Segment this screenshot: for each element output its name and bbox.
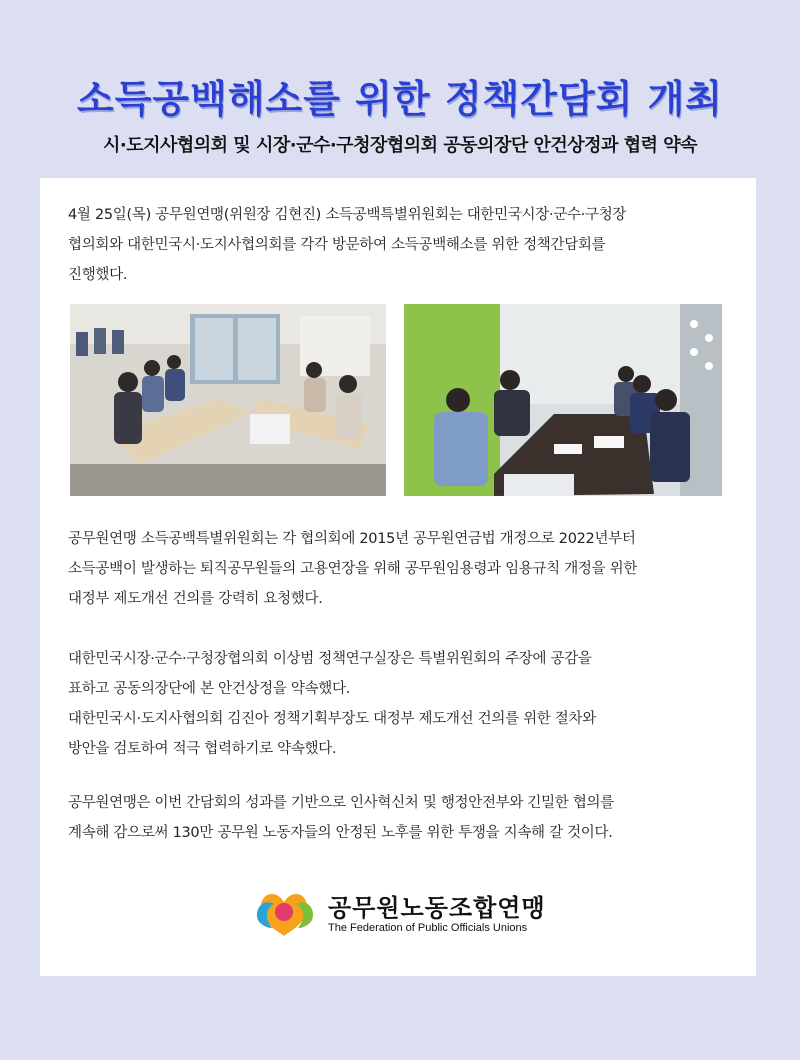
union-english-name: The Federation of Public Officials Unions <box>328 922 528 934</box>
paragraph-request: 공무원연맹 소득공백특별위원회는 각 협의회에 2015년 공무원연금법 개정으로 2022년부터 소득공백이 발생하는 퇴직공무원들의 고용연장을 위해 공무원임용령과 임용규칙 개정을 위한 대정부 제도개선 건의를 강력히 요청했다. <box>68 531 638 607</box>
page-subtitle: 시·도지사협의회 및 시장·군수·구청장협의회 공동의장단 안건상정과 협력 약속 <box>102 135 698 156</box>
paragraph-response: 대한민국시장·군수·구청장협의회 이상범 정책연구실장은 특별위원회의 주장에 공감을 표하고 공동의장단에 본 안건상정을 약속했다. 대한민국시·도지사협의회 김진아 정책기획부장도 대정부 제도개선 건의를 위한 절차와 방안을 검토하여 적극 협력하기로 약속했다. <box>68 651 596 757</box>
paragraph-intro: 4월 25일(목) 공무원연맹(위원장 김현진) 소득공백특별위원회는 대한민국시장·군수·구청장 협의회와 대한민국시·도지사협의회를 각각 방문하여 소득공백해소를 위한 정책간담회를 진행했다. <box>68 207 627 283</box>
union-logo <box>252 884 552 940</box>
meeting-photo-2 <box>404 304 722 496</box>
union-name: 공무원노동조합연맹 <box>328 894 546 922</box>
article-card <box>40 178 756 976</box>
page-title: 소득공백해소를 위한 정책간담회 개최 <box>76 77 724 121</box>
paragraph-conclusion: 공무원연맹은 이번 간담회의 성과를 기반으로 인사혁신처 및 행정안전부와 긴밀한 협의를 계속해 감으로써 130만 공무원 노동자들의 안정된 노후를 위한 투쟁을 지속해 갈 것이다. <box>68 795 614 841</box>
meeting-photo-1 <box>70 304 386 496</box>
union-emblem-icon <box>252 884 318 940</box>
